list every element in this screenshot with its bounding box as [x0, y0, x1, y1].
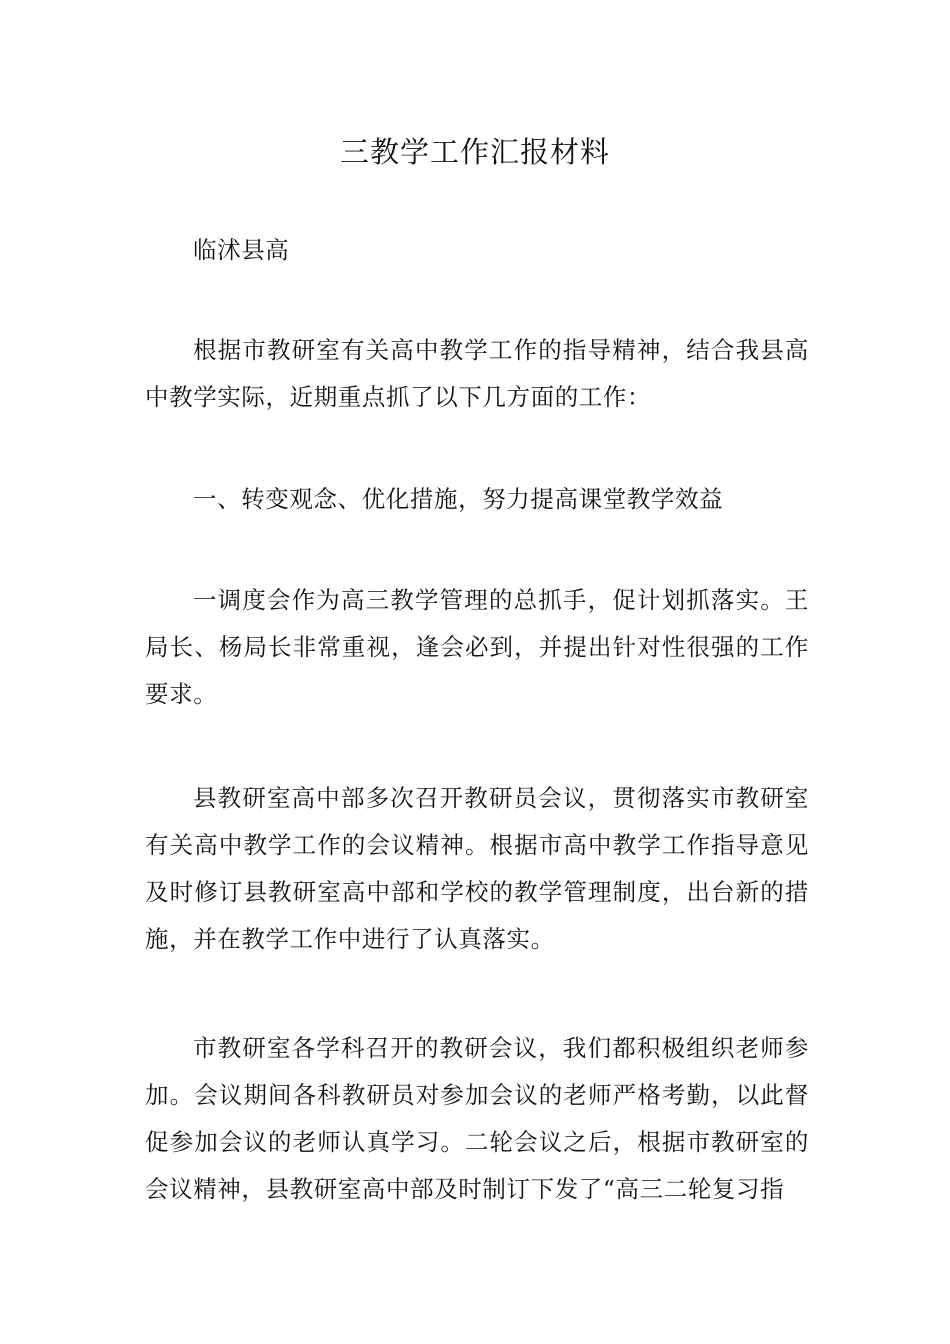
body-paragraph-2: 县教研室高中部多次召开教研员会议，贯彻落实市教研室有关高中教学工作的会议精神。根据市高中教学工作指导意见及时修订县教研室高中部和学校的教学管理制度，出台新的措施，并在教学工作中进行了认真落实。 — [145, 784, 809, 953]
section-heading: 一、转变观念、优化措施，努力提高课堂教学效益 — [193, 485, 724, 513]
document-title: 三教学工作汇报材料 — [339, 135, 610, 169]
body-paragraph-3: 市教研室各学科召开的教研会议，我们都积极组织老师参加。会议期间各科教研员对参加会议的老师严格考勤，以此督促参加会议的老师认真学习。二轮会议之后，根据市教研室的会议精神，县教研室高中部及时制订下发了“高三二轮复习指 — [145, 1034, 809, 1203]
intro-paragraph: 根据市教研室有关高中教学工作的指导精神，结合我县高中教学实际，近期重点抓了以下几方面的工作： — [145, 336, 809, 411]
author-line: 临沭县高 — [193, 236, 290, 264]
body-paragraph-1: 一调度会作为高三教学管理的总抓手，促计划抓落实。王局长、杨局长非常重视，逢会必到，并提出针对性很强的工作要求。 — [145, 586, 809, 708]
